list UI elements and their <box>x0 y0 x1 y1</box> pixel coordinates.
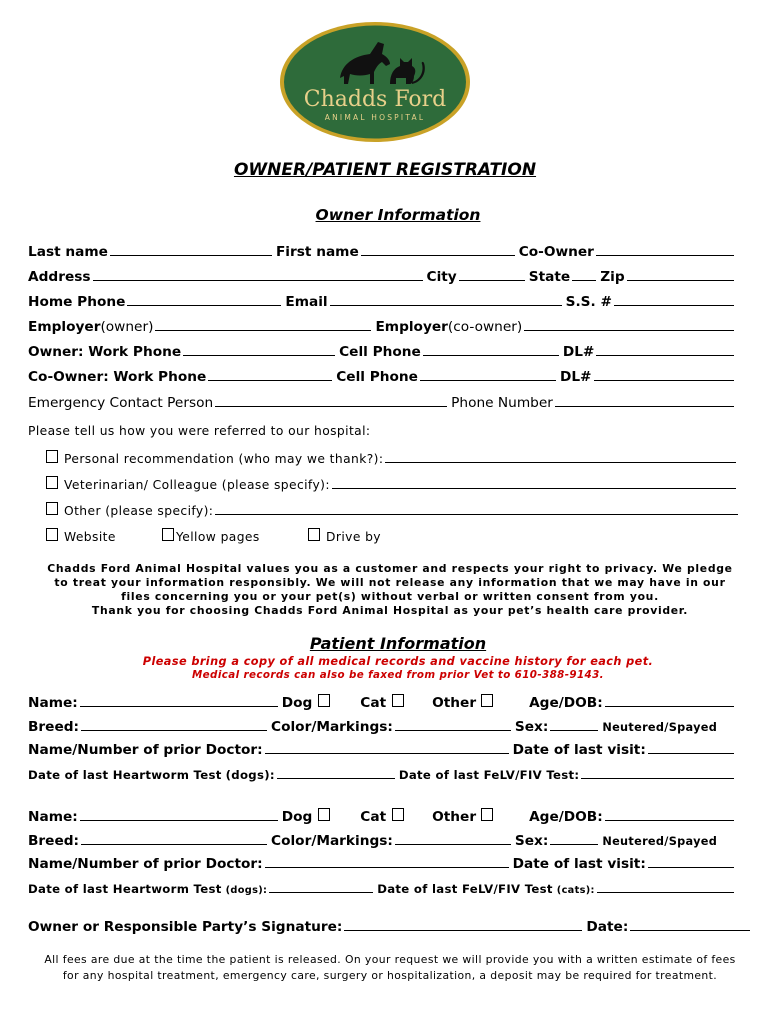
patient2-sex-label: Sex: <box>514 833 549 849</box>
patient2-age-label: Age/DOB: <box>529 809 603 825</box>
coowner-dl-field[interactable] <box>594 368 734 381</box>
state-field[interactable] <box>572 268 596 281</box>
signature-date-label: Date: <box>586 919 629 935</box>
employer-owner-label: Employer <box>28 319 101 335</box>
owner-dl-field[interactable] <box>596 343 734 356</box>
owner-information-heading: Owner Information <box>315 206 481 224</box>
patient1-cat-label: Cat <box>360 695 387 711</box>
patient1-name-row <box>28 694 738 711</box>
patient2-tests-row <box>28 880 738 896</box>
patient2-name-label: Name: <box>28 809 78 825</box>
patient2-heartworm-field[interactable] <box>269 880 373 893</box>
drive-by-checkbox[interactable] <box>308 528 320 541</box>
patient2-age-field[interactable] <box>605 808 734 821</box>
patient1-age-label: Age/DOB: <box>529 695 603 711</box>
patient1-other-label: Other <box>432 695 477 711</box>
patient1-age-field[interactable] <box>605 694 734 707</box>
referral-question: Please tell us how you were referred to our hospital: <box>28 424 371 438</box>
patient1-doctor-row <box>28 741 738 758</box>
home-phone-label: Home Phone <box>28 294 126 310</box>
coowner-cell-phone-label: Cell Phone <box>336 369 418 385</box>
personal-recommendation-field[interactable] <box>385 450 736 463</box>
fees-line-2: for any hospital treatment, emergency care, surgery or hospitalization, a deposit may be required for treatment. <box>62 969 718 982</box>
coowner-work-phone-row <box>28 368 738 385</box>
privacy-line-4: Thank you for choosing Chadds Ford Animal Hospital as your pet’s health care provider. <box>91 604 689 617</box>
yellow-pages-label: Yellow pages <box>176 530 260 544</box>
patient2-other-checkbox[interactable] <box>481 808 493 821</box>
patient2-breed-field[interactable] <box>81 832 267 845</box>
patient2-felv-label: Date of last FeLV/FIV Test <box>377 882 553 896</box>
patient1-dogs-qualifier: (dogs): <box>225 768 275 782</box>
referral-vet-row <box>44 476 740 492</box>
patient1-dog-checkbox[interactable] <box>318 694 330 707</box>
patient1-name-field[interactable] <box>80 694 278 707</box>
employer-owner-field[interactable] <box>155 318 371 331</box>
patient1-breed-row <box>28 718 738 735</box>
patient1-felv-label: Date of last FeLV/FIV Test: <box>398 768 580 782</box>
patient2-other-label: Other <box>432 809 477 825</box>
phone-number-field[interactable] <box>555 394 734 407</box>
patient-information-heading: Patient Information <box>309 634 487 653</box>
patient2-last-visit-label: Date of last visit: <box>512 856 646 872</box>
patient1-last-visit-field[interactable] <box>648 741 734 754</box>
patient2-dogs-qualifier: (dogs): <box>225 885 268 896</box>
emergency-contact-label: Emergency Contact Person <box>28 395 214 411</box>
hospital-logo <box>278 20 472 144</box>
last-name-field[interactable] <box>110 243 272 256</box>
city-field[interactable] <box>459 268 525 281</box>
patient2-name-row <box>28 808 738 825</box>
patient2-doctor-row <box>28 855 738 872</box>
owner-cell-phone-field[interactable] <box>423 343 559 356</box>
patient1-last-visit-label: Date of last visit: <box>512 742 646 758</box>
state-label: State <box>528 269 571 285</box>
patient1-felv-field[interactable] <box>581 766 734 779</box>
patient1-cat-checkbox[interactable] <box>392 694 404 707</box>
owner-name-row <box>28 243 738 260</box>
coowner-work-phone-label: Co-Owner: Work Phone <box>28 369 207 385</box>
employer-coowner-qualifier: (co-owner) <box>447 319 523 335</box>
owner-work-phone-row <box>28 343 738 360</box>
patient2-cat-label: Cat <box>360 809 387 825</box>
patient1-breed-field[interactable] <box>81 718 267 731</box>
patient2-heartworm-label: Date of last Heartworm Test <box>28 882 222 896</box>
patient2-cat-checkbox[interactable] <box>392 808 404 821</box>
patient2-breed-label: Breed: <box>28 833 80 849</box>
signature-date-field[interactable] <box>630 918 750 931</box>
referral-other-row <box>44 502 742 518</box>
patient1-neutered-label: Neutered/Spayed <box>602 721 718 734</box>
personal-recommendation-checkbox[interactable] <box>46 450 58 463</box>
ss-field[interactable] <box>614 293 734 306</box>
patient1-breed-label: Breed: <box>28 719 80 735</box>
other-referral-field[interactable] <box>215 502 738 515</box>
address-label: Address <box>28 269 91 285</box>
first-name-label: First name <box>275 244 359 260</box>
logo-subtitle: ANIMAL HOSPITAL <box>324 113 426 122</box>
first-name-field[interactable] <box>361 243 515 256</box>
fax-note: Medical records can also be faxed from prior Vet to 610-388-9143. <box>192 669 604 681</box>
referral-options-row <box>44 528 740 544</box>
fees-line-1: All fees are due at the time the patient is released. On your request we will provide you with a written estimate of fees <box>44 953 736 966</box>
patient1-heartworm-field[interactable] <box>277 766 395 779</box>
drive-by-label: Drive by <box>326 530 381 544</box>
patient2-last-visit-field[interactable] <box>648 855 734 868</box>
privacy-line-3: files concerning you or your pet(s) without verbal or written consent from you. <box>121 590 659 603</box>
patient1-sex-field[interactable] <box>550 718 598 731</box>
emergency-contact-row <box>28 394 738 411</box>
patient1-other-checkbox[interactable] <box>481 694 493 707</box>
patient1-tests-row <box>28 766 738 782</box>
signature-field[interactable] <box>344 918 582 931</box>
patient2-name-field[interactable] <box>80 808 278 821</box>
patient1-sex-label: Sex: <box>514 719 549 735</box>
patient2-felv-field[interactable] <box>597 880 734 893</box>
patient2-neutered-label: Neutered/Spayed <box>602 835 718 848</box>
patient1-color-label: Color/Markings: <box>271 719 393 735</box>
co-owner-label: Co-Owner <box>518 244 594 260</box>
patient1-prior-doctor-label: Name/Number of prior Doctor: <box>28 742 263 758</box>
patient2-cats-qualifier: (cats): <box>556 885 595 896</box>
signature-row <box>28 918 754 935</box>
phone-number-label: Phone Number <box>451 395 553 411</box>
patient2-dog-checkbox[interactable] <box>318 808 330 821</box>
privacy-statement <box>40 562 740 618</box>
yellow-pages-checkbox[interactable] <box>162 528 174 541</box>
other-referral-checkbox[interactable] <box>46 502 58 515</box>
patient2-breed-row <box>28 832 738 849</box>
owner-dl-label: DL# <box>562 344 595 360</box>
patient2-prior-doctor-label: Name/Number of prior Doctor: <box>28 856 263 872</box>
privacy-line-1: Chadds Ford Animal Hospital values you as a customer and respects your right to privacy. We pledge <box>47 562 733 575</box>
veterinarian-checkbox[interactable] <box>46 476 58 489</box>
address-field[interactable] <box>93 268 423 281</box>
veterinarian-field[interactable] <box>332 476 736 489</box>
logo-name: Chadds Ford <box>303 87 447 112</box>
signature-label: Owner or Responsible Party’s Signature: <box>28 919 343 935</box>
patient1-color-field[interactable] <box>395 718 511 731</box>
owner-cell-phone-label: Cell Phone <box>339 344 421 360</box>
zip-field[interactable] <box>627 268 734 281</box>
owner-work-phone-label: Owner: Work Phone <box>28 344 182 360</box>
personal-recommendation-label: Personal recommendation (who may we thank?): <box>64 452 384 466</box>
patient1-name-label: Name: <box>28 695 78 711</box>
patient2-sex-field[interactable] <box>550 832 598 845</box>
fees-notice <box>20 952 760 984</box>
email-field[interactable] <box>330 293 562 306</box>
records-note: Please bring a copy of all medical records and vaccine history for each pet. <box>142 655 654 668</box>
patient1-heartworm-label: Date of last Heartworm Test <box>28 768 222 782</box>
website-checkbox[interactable] <box>46 528 58 541</box>
employer-coowner-label: Employer <box>375 319 448 335</box>
zip-label: Zip <box>600 269 625 285</box>
patient2-prior-doctor-field[interactable] <box>265 855 509 868</box>
website-label: Website <box>64 530 116 544</box>
phone-email-row <box>28 293 738 310</box>
home-phone-field[interactable] <box>127 293 281 306</box>
employer-owner-qualifier: (owner) <box>100 319 154 335</box>
patient2-color-field[interactable] <box>395 832 511 845</box>
email-label: Email <box>285 294 328 310</box>
other-referral-label: Other (please specify): <box>64 504 214 518</box>
owner-work-phone-field[interactable] <box>183 343 335 356</box>
referral-personal-row <box>44 450 740 466</box>
patient1-dog-label: Dog <box>281 695 313 711</box>
veterinarian-label: Veterinarian/ Colleague (please specify): <box>64 478 330 492</box>
address-row <box>28 268 738 285</box>
coowner-dl-label: DL# <box>559 369 592 385</box>
patient2-dog-label: Dog <box>281 809 313 825</box>
privacy-line-2: to treat your information responsibly. We will not release any information that we may have in our <box>54 576 726 589</box>
employer-row <box>28 318 738 335</box>
last-name-label: Last name <box>28 244 108 260</box>
patient1-prior-doctor-field[interactable] <box>265 741 509 754</box>
coowner-work-phone-field[interactable] <box>208 368 332 381</box>
employer-coowner-field[interactable] <box>524 318 734 331</box>
ss-label: S.S. # <box>565 294 612 310</box>
coowner-cell-phone-field[interactable] <box>420 368 556 381</box>
patient2-color-label: Color/Markings: <box>271 833 393 849</box>
form-title: OWNER/PATIENT REGISTRATION <box>233 160 537 180</box>
emergency-contact-field[interactable] <box>215 394 447 407</box>
co-owner-field[interactable] <box>596 243 734 256</box>
city-label: City <box>426 269 457 285</box>
